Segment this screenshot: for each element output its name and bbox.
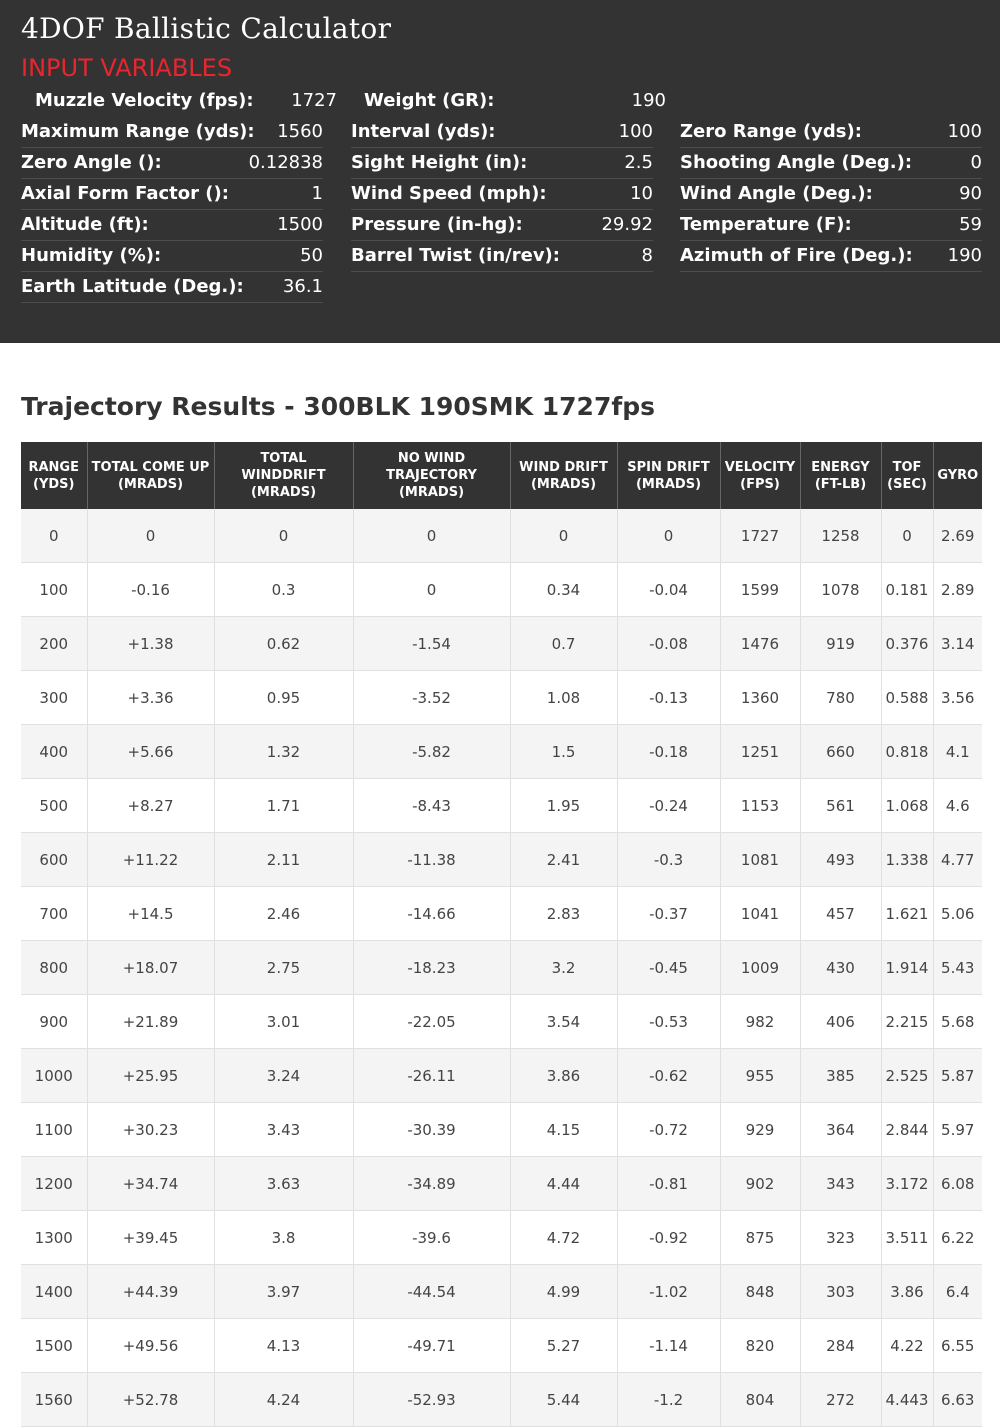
table-cell: -0.92 <box>617 1211 720 1265</box>
table-cell: 2.89 <box>933 563 982 617</box>
table-cell: 0 <box>214 509 353 563</box>
table-cell: 300 <box>21 671 87 725</box>
table-row <box>21 833 982 887</box>
table-cell: 3.172 <box>881 1157 933 1211</box>
input-label: Temperature (F): <box>680 214 852 235</box>
table-cell: 4.44 <box>510 1157 617 1211</box>
table-cell: 5.44 <box>510 1373 617 1427</box>
input-label: Wind Angle (Deg.): <box>680 183 873 204</box>
table-cell: +44.39 <box>87 1265 214 1319</box>
table-cell: 272 <box>800 1373 881 1427</box>
table-row <box>21 1103 982 1157</box>
table-cell: 4.443 <box>881 1373 933 1427</box>
table-cell: 2.83 <box>510 887 617 941</box>
input-label: Weight (GR): <box>364 90 495 111</box>
table-cell: 0.181 <box>881 563 933 617</box>
input-label: Zero Angle (): <box>21 152 162 173</box>
column-header-line: (MRADS) <box>250 485 317 500</box>
table-row <box>21 1373 982 1427</box>
table-cell: -30.39 <box>353 1103 510 1157</box>
input-wind-angle <box>680 179 982 210</box>
table-cell: -5.82 <box>353 725 510 779</box>
table-cell: -0.24 <box>617 779 720 833</box>
table-cell: 2.525 <box>881 1049 933 1103</box>
table-cell: 800 <box>21 941 87 995</box>
table-cell: 1078 <box>800 563 881 617</box>
input-interval <box>351 117 653 148</box>
table-cell: 1251 <box>720 725 800 779</box>
table-cell: 6.22 <box>933 1211 982 1265</box>
table-cell: 3.43 <box>214 1103 353 1157</box>
table-row <box>21 1319 982 1373</box>
table-cell: 0.62 <box>214 617 353 671</box>
input-value: 50 <box>300 245 323 266</box>
table-cell: 5.97 <box>933 1103 982 1157</box>
table-row <box>21 1211 982 1265</box>
column-header-line: ENERGY <box>811 459 870 475</box>
table-cell: 6.08 <box>933 1157 982 1211</box>
column-header-line: GYRO <box>937 468 979 483</box>
table-cell: 1500 <box>21 1319 87 1373</box>
table-cell: 4.72 <box>510 1211 617 1265</box>
trajectory-table <box>21 442 982 1427</box>
input-muzzle-velocity <box>35 86 337 116</box>
table-cell: 1081 <box>720 833 800 887</box>
input-label: Azimuth of Fire (Deg.): <box>680 245 913 266</box>
table-cell: 3.2 <box>510 941 617 995</box>
table-cell: 600 <box>21 833 87 887</box>
input-humidity <box>21 241 323 272</box>
table-cell: 2.215 <box>881 995 933 1049</box>
column-header <box>720 442 800 509</box>
table-cell: 0.376 <box>881 617 933 671</box>
table-cell: 1100 <box>21 1103 87 1157</box>
table-cell: 820 <box>720 1319 800 1373</box>
table-cell: 430 <box>800 941 881 995</box>
column-header-line: NO WIND <box>397 451 466 466</box>
calculator-header <box>0 0 1000 343</box>
input-axial-form-factor <box>21 179 323 210</box>
table-cell: -3.52 <box>353 671 510 725</box>
table-cell: 2.11 <box>214 833 353 887</box>
table-cell: 1.71 <box>214 779 353 833</box>
input-label: Zero Range (yds): <box>680 121 862 142</box>
table-cell: 3.54 <box>510 995 617 1049</box>
table-cell: +8.27 <box>87 779 214 833</box>
table-body <box>21 509 982 1427</box>
column-header <box>933 442 982 509</box>
input-sight-height <box>351 148 653 179</box>
input-value: 8 <box>641 245 653 266</box>
table-cell: +34.74 <box>87 1157 214 1211</box>
table-row <box>21 671 982 725</box>
input-shooting-angle <box>680 148 982 179</box>
table-cell: 2.69 <box>933 509 982 563</box>
table-cell: +3.36 <box>87 671 214 725</box>
table-row <box>21 941 982 995</box>
table-cell: +25.95 <box>87 1049 214 1103</box>
input-label: Axial Form Factor (): <box>21 183 229 204</box>
table-cell: +11.22 <box>87 833 214 887</box>
column-header-line: RANGE <box>28 459 79 475</box>
input-label: Muzzle Velocity (fps): <box>35 90 254 111</box>
table-cell: 3.01 <box>214 995 353 1049</box>
input-value: 10 <box>630 183 653 204</box>
table-cell: 1.068 <box>881 779 933 833</box>
table-cell: 3.8 <box>214 1211 353 1265</box>
column-header-line: WIND DRIFT <box>519 459 608 475</box>
input-altitude <box>21 210 323 241</box>
input-label: Altitude (ft): <box>21 214 149 235</box>
table-cell: +21.89 <box>87 995 214 1049</box>
column-header-line: (MRADS) <box>398 485 465 500</box>
table-row <box>21 1265 982 1319</box>
table-cell: +30.23 <box>87 1103 214 1157</box>
input-label: Pressure (in-hg): <box>351 214 523 235</box>
table-cell: -52.93 <box>353 1373 510 1427</box>
column-header <box>21 442 87 509</box>
table-cell: 364 <box>800 1103 881 1157</box>
table-cell: 4.22 <box>881 1319 933 1373</box>
column-header-line: (SEC) <box>887 476 927 492</box>
table-cell: 0.818 <box>881 725 933 779</box>
table-cell: 5.06 <box>933 887 982 941</box>
table-cell: 457 <box>800 887 881 941</box>
table-cell: 1476 <box>720 617 800 671</box>
table-cell: 848 <box>720 1265 800 1319</box>
table-cell: 303 <box>800 1265 881 1319</box>
table-cell: -1.02 <box>617 1265 720 1319</box>
table-cell: 1599 <box>720 563 800 617</box>
table-row <box>21 509 982 563</box>
table-row <box>21 1157 982 1211</box>
input-weight <box>364 86 666 116</box>
input-value: 190 <box>947 245 982 266</box>
table-cell: 804 <box>720 1373 800 1427</box>
table-cell: 561 <box>800 779 881 833</box>
table-cell: 4.1 <box>933 725 982 779</box>
input-variables-heading: INPUT VARIABLES <box>21 54 233 82</box>
table-cell: 1.338 <box>881 833 933 887</box>
input-pressure <box>351 210 653 241</box>
table-cell: 2.844 <box>881 1103 933 1157</box>
table-cell: 0 <box>353 563 510 617</box>
column-header-line: (FPS) <box>740 476 780 492</box>
table-cell: 700 <box>21 887 87 941</box>
input-value: 36.1 <box>282 276 323 297</box>
table-cell: 5.43 <box>933 941 982 995</box>
table-cell: 3.24 <box>214 1049 353 1103</box>
input-value: 190 <box>631 90 666 111</box>
table-cell: 323 <box>800 1211 881 1265</box>
table-cell: 1258 <box>800 509 881 563</box>
table-row <box>21 563 982 617</box>
table-cell: -0.62 <box>617 1049 720 1103</box>
table-cell: +39.45 <box>87 1211 214 1265</box>
input-label: Humidity (%): <box>21 245 162 266</box>
table-cell: -14.66 <box>353 887 510 941</box>
table-cell: 4.99 <box>510 1265 617 1319</box>
table-cell: 0 <box>617 509 720 563</box>
table-cell: +5.66 <box>87 725 214 779</box>
table-cell: 3.511 <box>881 1211 933 1265</box>
table-cell: 900 <box>21 995 87 1049</box>
table-cell: 5.68 <box>933 995 982 1049</box>
input-maximum-range <box>21 117 323 148</box>
table-cell: 5.27 <box>510 1319 617 1373</box>
table-cell: 406 <box>800 995 881 1049</box>
table-cell: -22.05 <box>353 995 510 1049</box>
table-cell: 955 <box>720 1049 800 1103</box>
table-cell: 1.95 <box>510 779 617 833</box>
table-cell: 2.46 <box>214 887 353 941</box>
table-cell: 0 <box>353 509 510 563</box>
input-value: 1 <box>311 183 323 204</box>
table-cell: 3.86 <box>881 1265 933 1319</box>
column-header-line: (MRADS) <box>117 476 184 492</box>
table-cell: 1.32 <box>214 725 353 779</box>
table-cell: 6.55 <box>933 1319 982 1373</box>
table-cell: 284 <box>800 1319 881 1373</box>
table-cell: -0.13 <box>617 671 720 725</box>
column-header-line: SPIN DRIFT <box>627 459 710 475</box>
table-cell: -44.54 <box>353 1265 510 1319</box>
table-cell: 1.08 <box>510 671 617 725</box>
table-cell: 1153 <box>720 779 800 833</box>
table-cell: 3.56 <box>933 671 982 725</box>
column-header <box>881 442 933 509</box>
table-cell: 1.621 <box>881 887 933 941</box>
input-label: Interval (yds): <box>351 121 496 142</box>
table-cell: -0.08 <box>617 617 720 671</box>
column-header-line: TRAJECTORY <box>386 468 477 483</box>
column-header-line: TOTAL <box>260 451 307 466</box>
table-cell: -0.04 <box>617 563 720 617</box>
table-cell: -34.89 <box>353 1157 510 1211</box>
table-cell: 385 <box>800 1049 881 1103</box>
column-header-line: TOF <box>892 459 922 475</box>
column-header <box>353 442 510 509</box>
table-cell: 902 <box>720 1157 800 1211</box>
table-cell: 1727 <box>720 509 800 563</box>
input-value: 2.5 <box>624 152 653 173</box>
table-cell: 0.34 <box>510 563 617 617</box>
table-cell: 4.77 <box>933 833 982 887</box>
table-cell: 6.63 <box>933 1373 982 1427</box>
table-cell: -1.54 <box>353 617 510 671</box>
table-cell: 875 <box>720 1211 800 1265</box>
table-cell: 2.41 <box>510 833 617 887</box>
table-cell: -39.6 <box>353 1211 510 1265</box>
table-cell: -0.45 <box>617 941 720 995</box>
table-cell: 1560 <box>21 1373 87 1427</box>
table-cell: -8.43 <box>353 779 510 833</box>
table-cell: 1.5 <box>510 725 617 779</box>
table-row <box>21 887 982 941</box>
table-cell: 493 <box>800 833 881 887</box>
input-value: 0.12838 <box>248 152 323 173</box>
table-cell: -1.2 <box>617 1373 720 1427</box>
table-cell: 1200 <box>21 1157 87 1211</box>
table-cell: -0.72 <box>617 1103 720 1157</box>
input-barrel-twist <box>351 241 653 272</box>
table-cell: 0 <box>21 509 87 563</box>
table-cell: 4.15 <box>510 1103 617 1157</box>
app-title: 4DOF Ballistic Calculator <box>21 12 392 45</box>
trajectory-results-title: Trajectory Results - 300BLK 190SMK 1727fps <box>21 392 655 421</box>
input-value: 1500 <box>277 214 323 235</box>
table-cell: 1041 <box>720 887 800 941</box>
table-cell: 0 <box>87 509 214 563</box>
table-cell: 400 <box>21 725 87 779</box>
table-row <box>21 779 982 833</box>
table-row <box>21 1049 982 1103</box>
input-label: Shooting Angle (Deg.): <box>680 152 913 173</box>
input-zero-range <box>680 117 982 148</box>
input-zero-angle <box>21 148 323 179</box>
input-value: 1727 <box>291 90 337 111</box>
table-cell: -1.14 <box>617 1319 720 1373</box>
table-cell: 500 <box>21 779 87 833</box>
column-header-line: (MRADS) <box>635 476 702 492</box>
column-header <box>510 442 617 509</box>
input-wind-speed <box>351 179 653 210</box>
table-cell: 0.588 <box>881 671 933 725</box>
input-value: 1560 <box>277 121 323 142</box>
table-cell: +49.56 <box>87 1319 214 1373</box>
table-row <box>21 995 982 1049</box>
table-cell: -18.23 <box>353 941 510 995</box>
table-cell: 100 <box>21 563 87 617</box>
table-cell: 2.75 <box>214 941 353 995</box>
table-cell: 3.86 <box>510 1049 617 1103</box>
column-header-line: VELOCITY <box>724 459 796 475</box>
input-earth-latitude <box>21 272 323 303</box>
table-cell: 0 <box>510 509 617 563</box>
table-cell: 919 <box>800 617 881 671</box>
table-cell: 0.3 <box>214 563 353 617</box>
table-cell: 1400 <box>21 1265 87 1319</box>
input-value: 29.92 <box>601 214 653 235</box>
table-cell: -11.38 <box>353 833 510 887</box>
table-cell: 660 <box>800 725 881 779</box>
table-cell: 5.87 <box>933 1049 982 1103</box>
input-azimuth-of-fire <box>680 241 982 272</box>
column-header-line: (MRADS) <box>530 476 597 492</box>
input-value: 0 <box>970 152 982 173</box>
input-temperature <box>680 210 982 241</box>
table-cell: 1360 <box>720 671 800 725</box>
table-cell: -26.11 <box>353 1049 510 1103</box>
table-cell: 929 <box>720 1103 800 1157</box>
table-cell: 0.95 <box>214 671 353 725</box>
table-cell: -0.81 <box>617 1157 720 1211</box>
table-cell: +52.78 <box>87 1373 214 1427</box>
column-header-line: (YDS) <box>33 476 75 492</box>
table-cell: 1.914 <box>881 941 933 995</box>
table-cell: 4.24 <box>214 1373 353 1427</box>
table-cell: 982 <box>720 995 800 1049</box>
table-cell: +1.38 <box>87 617 214 671</box>
column-header <box>87 442 214 509</box>
input-label: Maximum Range (yds): <box>21 121 255 142</box>
table-cell: 343 <box>800 1157 881 1211</box>
column-header <box>214 442 353 509</box>
input-value: 100 <box>618 121 653 142</box>
column-header-line: WINDDRIFT <box>241 468 326 483</box>
table-cell: 3.14 <box>933 617 982 671</box>
input-label: Wind Speed (mph): <box>351 183 547 204</box>
column-header <box>617 442 720 509</box>
table-cell: 3.97 <box>214 1265 353 1319</box>
column-header <box>800 442 881 509</box>
input-value: 90 <box>959 183 982 204</box>
table-cell: 1009 <box>720 941 800 995</box>
table-cell: 0 <box>881 509 933 563</box>
table-cell: 4.13 <box>214 1319 353 1373</box>
table-cell: 4.6 <box>933 779 982 833</box>
column-header-line: (FT-LB) <box>814 476 867 492</box>
table-cell: +14.5 <box>87 887 214 941</box>
input-label: Barrel Twist (in/rev): <box>351 245 560 266</box>
table-cell: -0.53 <box>617 995 720 1049</box>
table-cell: -49.71 <box>353 1319 510 1373</box>
table-cell: 1300 <box>21 1211 87 1265</box>
table-cell: 200 <box>21 617 87 671</box>
input-label: Sight Height (in): <box>351 152 528 173</box>
table-cell: 3.63 <box>214 1157 353 1211</box>
table-cell: +18.07 <box>87 941 214 995</box>
table-cell: 780 <box>800 671 881 725</box>
input-value: 59 <box>959 214 982 235</box>
table-header-row <box>21 442 982 509</box>
table-row <box>21 617 982 671</box>
input-label: Earth Latitude (Deg.): <box>21 276 244 297</box>
table-cell: -0.3 <box>617 833 720 887</box>
input-value: 100 <box>947 121 982 142</box>
table-cell: 1000 <box>21 1049 87 1103</box>
column-header-line: TOTAL COME UP <box>91 459 210 475</box>
table-cell: -0.18 <box>617 725 720 779</box>
table-cell: -0.16 <box>87 563 214 617</box>
table-cell: 6.4 <box>933 1265 982 1319</box>
table-cell: 0.7 <box>510 617 617 671</box>
table-cell: -0.37 <box>617 887 720 941</box>
table-row <box>21 725 982 779</box>
